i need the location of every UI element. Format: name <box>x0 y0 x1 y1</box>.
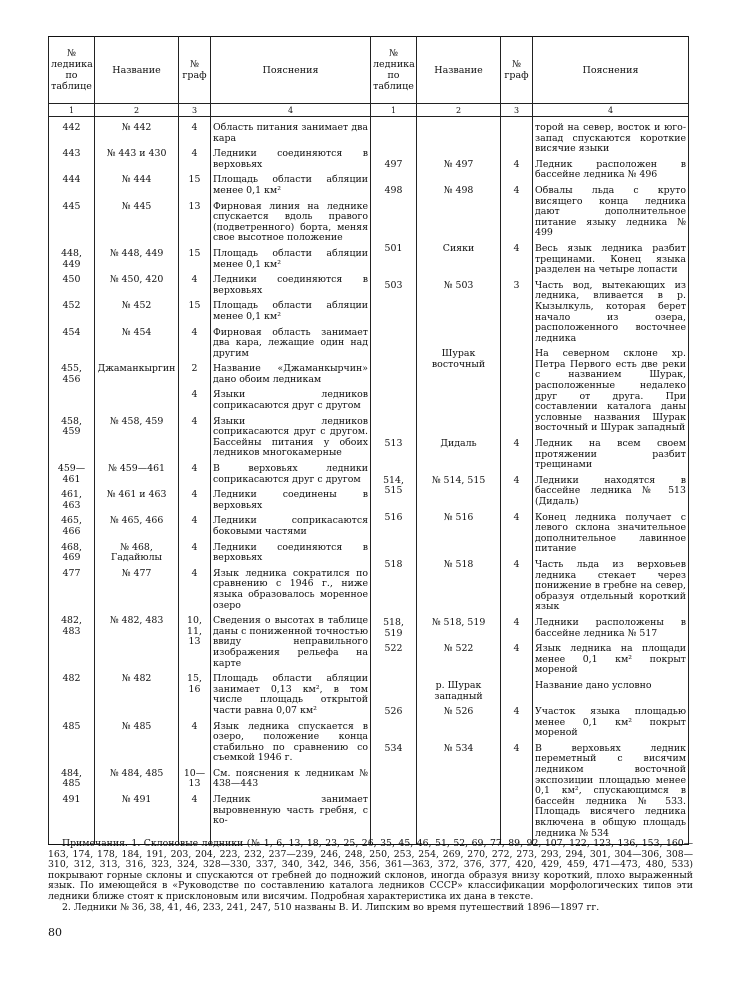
left-no-column <box>49 117 95 845</box>
left-row-graph: 13 <box>188 200 201 212</box>
right-row-graph: 4 <box>513 706 520 718</box>
right-row-note: Часть льда из верховьев ледника стекает через понижение в гребне на север, образуя отдельный короткий язык <box>535 558 686 613</box>
right-row-note: На северном склоне хр. Петра Первого есть две реки с названием Шурак, расположенные недалеко друг от друга. При составлении каталога даны условные названия Шурак восточный и Шурак западный <box>535 348 686 434</box>
left-row-no: 445 <box>62 200 81 212</box>
left-row-name: № 465, 466 <box>109 515 164 527</box>
left-row-name: № 491 <box>121 794 152 806</box>
right-row-note: Ледники находятся в бассейне ледника № 513 (Дидаль) <box>535 474 686 507</box>
header-name: Название <box>95 37 179 104</box>
colnum: 4 <box>533 104 689 117</box>
left-row-note: Язык ледника сократился по сравнению с 1946 г., ниже языка образовалось моренное озеро <box>213 567 368 611</box>
right-row-name: № 514, 515 <box>431 474 486 486</box>
left-row-note: Фирновая область занимает два кара, лежащие один над другим <box>213 326 368 359</box>
left-row-note: Ледники соединены в верховьях <box>213 489 368 511</box>
left-row-no: 461, 463 <box>61 489 82 511</box>
left-row-no: 482 <box>62 673 81 685</box>
colnum: 3 <box>179 104 211 117</box>
left-row-note: Языки ледников соприкасаются друг с другом. Бассейны питания у обоих ледников многокамерные <box>213 415 368 459</box>
right-row-graph: 4 <box>513 184 520 196</box>
right-row-graph: 4 <box>513 643 520 655</box>
right-row-note: Название дано условно <box>535 679 652 691</box>
right-row-note: Язык ледника на площади менее 0,1 км² покрыт мореной <box>535 643 686 676</box>
left-row-name: № 459—461 <box>107 463 165 475</box>
right-row-no: 498 <box>384 184 403 196</box>
colnum: 2 <box>417 104 501 117</box>
right-row-note: Участок языка площадью менее 0,1 км² покрыт мореной <box>535 706 686 739</box>
left-row-name: № 442 <box>121 122 152 133</box>
right-row-note: Часть вод, вытекающих из ледника, вливается в р. Кызылкуль, которая берет начало из озера, расположенного восточнее ледника <box>535 279 686 344</box>
right-row-name: № 518 <box>443 558 474 570</box>
right-notes-column <box>533 117 689 845</box>
header-notes: Пояснения <box>211 37 371 104</box>
left-row-no: 442 <box>62 122 81 133</box>
left-row-no: 452 <box>62 300 81 312</box>
left-row-graph: 15 <box>188 300 201 312</box>
right-row-no <box>373 123 414 155</box>
left-row-no: 458, 459 <box>61 415 82 438</box>
right-row-note: Ледники расположены в бассейне ледника № 517 <box>535 616 686 639</box>
left-row-note: Область питания занимает два кара <box>213 122 368 144</box>
page-number: 80 <box>48 926 62 939</box>
header-graph: № граф <box>179 37 211 104</box>
left-row-no: 455, 456 <box>61 363 82 385</box>
left-row-note: Название «Джаманкырчин» дано обоим ледникам <box>213 363 368 385</box>
right-row-no: 516 <box>384 511 403 523</box>
right-row-note: Весь язык ледника разбит трещинами. Конец языка разделен на четыре лопасти <box>535 242 686 276</box>
left-row-name: № 450, 420 <box>109 274 164 286</box>
left-row-graph: 4 <box>191 389 198 401</box>
right-row-name: № 503 <box>443 279 474 291</box>
left-row-name: № 477 <box>121 567 152 579</box>
right-row-no: 514, 515 <box>383 474 404 497</box>
right-row-name: № 497 <box>443 158 474 170</box>
right-row-note: Ледник расположен в бассейне ледника № 496 <box>535 158 686 181</box>
colnum: 1 <box>49 104 95 117</box>
left-row-name <box>97 390 176 411</box>
left-row-name: № 482 <box>121 673 152 685</box>
right-name-column <box>417 117 501 845</box>
left-row-name: № 482, 483 <box>109 615 164 627</box>
left-row-note: Ледники соприкасаются боковыми частями <box>213 515 368 537</box>
left-row-name: Джаманкыргин <box>97 363 176 375</box>
left-row-name: № 445 <box>121 200 152 212</box>
left-row-no: 448, 449 <box>61 247 82 270</box>
right-row-note: Обвалы льда с круто висящего конца ледника дают дополнительное питание языку ледника № 499 <box>535 184 686 239</box>
left-row-no: 444 <box>62 174 81 186</box>
header-no: № ледника по таблице <box>371 37 417 104</box>
colnum: 1 <box>371 104 417 117</box>
right-row-graph <box>503 349 530 434</box>
header-graph: № граф <box>501 37 533 104</box>
left-row-name: № 468, Гадайюлы <box>111 541 162 564</box>
catalog-table-page <box>48 36 688 845</box>
left-row-no: 484, 485 <box>61 767 82 790</box>
right-row-no <box>373 681 414 702</box>
right-row-graph: 4 <box>513 511 520 523</box>
left-row-graph: 15, 16 <box>187 673 202 695</box>
left-row-no: 465, 466 <box>61 515 82 537</box>
right-row-graph: 4 <box>513 474 520 486</box>
right-row-no: 526 <box>384 706 403 718</box>
left-row-graph: 15 <box>188 247 201 259</box>
glacier-notes-table <box>48 36 689 845</box>
right-row-note: торой на север, восток и юго-запад спускаются короткие висячие языки <box>535 122 686 155</box>
right-row-note: В верховьях ледник переметный с висячим ледником восточной экспозиции площадью менее 0,1 км², спускающимся в бассейн ледника № 533. Площадь висячего ледника включена в общую площадь ледника № 534 <box>535 742 686 839</box>
left-row-graph: 4 <box>191 541 198 553</box>
left-row-graph: 4 <box>191 489 198 501</box>
left-row-graph: 4 <box>191 515 198 527</box>
right-row-name: Дидаль <box>440 438 477 450</box>
right-row-no: 518, 519 <box>383 616 404 639</box>
left-row-note: Сведения о высотах в таблице даны с пониженной точностью ввиду неправильного изображения рельефа на карте <box>213 615 368 669</box>
right-row-name: № 526 <box>443 706 474 718</box>
left-row-no: 477 <box>62 567 81 579</box>
colnum: 2 <box>95 104 179 117</box>
left-row-note: Фирновая линия на леднике спускается вдоль правого (подветренного) борта, меняя свое высотное положение <box>213 200 368 244</box>
header-name: Название <box>417 37 501 104</box>
right-row-name: Шурак восточный <box>431 348 486 370</box>
left-row-graph: 4 <box>191 122 198 133</box>
left-row-no: 468, 469 <box>61 541 82 564</box>
left-row-note: Ледники соединяются в верховьях <box>213 274 368 296</box>
right-row-no: 513 <box>384 438 403 450</box>
left-graph-column <box>179 117 211 845</box>
left-row-note: Ледник занимает выровненную часть гребня, с ко- <box>213 794 368 827</box>
left-row-note: Площадь области абляции менее 0,1 км² <box>213 300 368 322</box>
left-row-graph: 4 <box>191 463 198 475</box>
left-row-graph: 10—13 <box>183 767 206 790</box>
left-row-note: Ледники соединяются в верховьях <box>213 148 368 170</box>
left-row-graph: 4 <box>191 148 198 160</box>
right-row-note: Ледник на всем своем протяжении разбит трещинами <box>535 438 686 471</box>
left-row-name: № 443 и 430 <box>106 148 167 160</box>
right-row-graph: 4 <box>513 158 520 170</box>
header-notes: Пояснения <box>533 37 689 104</box>
right-row-name: р. Шурак западный <box>434 679 483 702</box>
left-notes-column <box>211 117 371 845</box>
colnum: 4 <box>211 104 371 117</box>
left-row-name: № 444 <box>121 174 152 186</box>
right-row-no <box>373 349 414 434</box>
right-row-graph <box>503 123 530 155</box>
right-row-graph: 4 <box>513 616 520 628</box>
right-row-graph: 3 <box>513 279 520 291</box>
left-row-graph: 4 <box>191 274 198 286</box>
left-row-no: 450 <box>62 274 81 286</box>
left-row-name: № 461 и 463 <box>106 489 167 501</box>
right-row-graph: 4 <box>513 558 520 570</box>
left-row-name: № 458, 459 <box>109 415 164 427</box>
left-row-graph: 4 <box>191 326 198 338</box>
left-row-name: № 484, 485 <box>109 767 164 779</box>
left-row-name: № 452 <box>121 300 152 312</box>
left-row-graph: 4 <box>191 567 198 579</box>
left-row-name: № 454 <box>121 326 152 338</box>
right-row-no: 534 <box>384 742 403 754</box>
left-row-name: № 448, 449 <box>109 247 164 259</box>
right-row-no: 518 <box>384 558 403 570</box>
right-row-graph <box>503 681 530 702</box>
right-row-no: 497 <box>384 158 403 170</box>
right-row-graph: 4 <box>513 438 520 450</box>
left-row-graph: 10, 11, 13 <box>187 615 202 648</box>
left-row-graph: 15 <box>188 174 201 186</box>
left-row-note: Языки ледников соприкасаются друг с другом <box>213 389 368 412</box>
left-row-note: В верховьях ледники соприкасаются друг с другом <box>213 463 368 485</box>
left-row-no: 443 <box>62 148 81 160</box>
right-row-no: 503 <box>384 279 403 291</box>
right-graph-column <box>501 117 533 845</box>
right-no-column <box>371 117 417 845</box>
left-row-note: См. пояснения к ледникам № 438—443 <box>213 767 368 790</box>
left-row-note: Площадь области абляции менее 0,1 км² <box>213 247 368 270</box>
right-row-name: № 522 <box>443 643 474 655</box>
right-row-name <box>419 123 498 155</box>
left-row-note: Язык ледника спускается в озеро, положение конца стабильно по сравнению со съемкой 1946 г. <box>213 720 368 764</box>
left-row-graph: 4 <box>191 720 198 732</box>
left-row-no: 491 <box>62 794 81 806</box>
left-row-note: Площадь области абляции менее 0,1 км² <box>213 174 368 196</box>
right-row-name: Сияки <box>442 242 475 254</box>
footnotes <box>48 839 693 913</box>
right-row-note: Конец ледника получает с левого склона значительное дополнительное лавинное питание <box>535 511 686 555</box>
footnote-2: 2. Ледники № 36, 38, 41, 46, 233, 241, 247, 510 названы В. И. Липским во время путешествий 1896—1897 гг. <box>62 901 600 913</box>
left-row-graph: 4 <box>191 794 198 806</box>
right-row-no: 501 <box>384 242 403 254</box>
right-row-graph: 4 <box>513 242 520 254</box>
left-row-graph: 4 <box>191 415 198 427</box>
right-row-name: № 516 <box>443 511 474 523</box>
colnum: 3 <box>501 104 533 117</box>
left-row-no: 482, 483 <box>61 615 82 637</box>
footnote-1: Примечания. 1. Склоновые ледники (№ 1, 6, 13, 18, 23, 25, 26, 35, 45, 46, 51, 52, 69, 77, 89, 92, 107, 122, 123, 136, 153, 160—163, 174, 178, 184, 191, 203, 204, 223, 232, 237—239, 246, 248, 250, 253, 254, 269, 270, 272, 273, 293, 294, 301, 304—306, 308—310, 312, 313, 316, 323, 324, 328—330, 337, 340, 342, 346, 356, 361—363, 372, 376, 377, 420, 429, 459, 471—473, 480, 533) покрывают горные склоны и спускаются от гребней до подножий склонов, иногда образуя внизу короткий, плохо выраженный язык. По имеющейся в «Руководстве по составлению каталога ледников СССР» классификации морфологических типов эти ледники ближе стоят к присклоновым или висячим. Подробная характеристика их дана в тексте. <box>48 838 693 902</box>
right-row-graph: 4 <box>513 742 520 754</box>
right-row-name: № 518, 519 <box>431 616 486 628</box>
left-row-note: Ледники соединяются в верховьях <box>213 541 368 564</box>
left-name-column <box>95 117 179 845</box>
right-row-name: № 534 <box>443 742 474 754</box>
header-no: № ледника по таблице <box>49 37 95 104</box>
left-row-no: 485 <box>62 720 81 732</box>
left-row-graph: 2 <box>191 363 198 375</box>
left-row-no: 459—461 <box>57 463 86 485</box>
left-row-note: Площадь области абляции занимает 0,13 км², в том числе площадь открытой части равна 0,07 км² <box>213 673 368 716</box>
right-row-name: № 498 <box>443 184 474 196</box>
left-row-no <box>51 390 92 411</box>
right-row-no: 522 <box>384 643 403 655</box>
left-row-no: 454 <box>62 326 81 338</box>
left-row-name: № 485 <box>121 720 152 732</box>
